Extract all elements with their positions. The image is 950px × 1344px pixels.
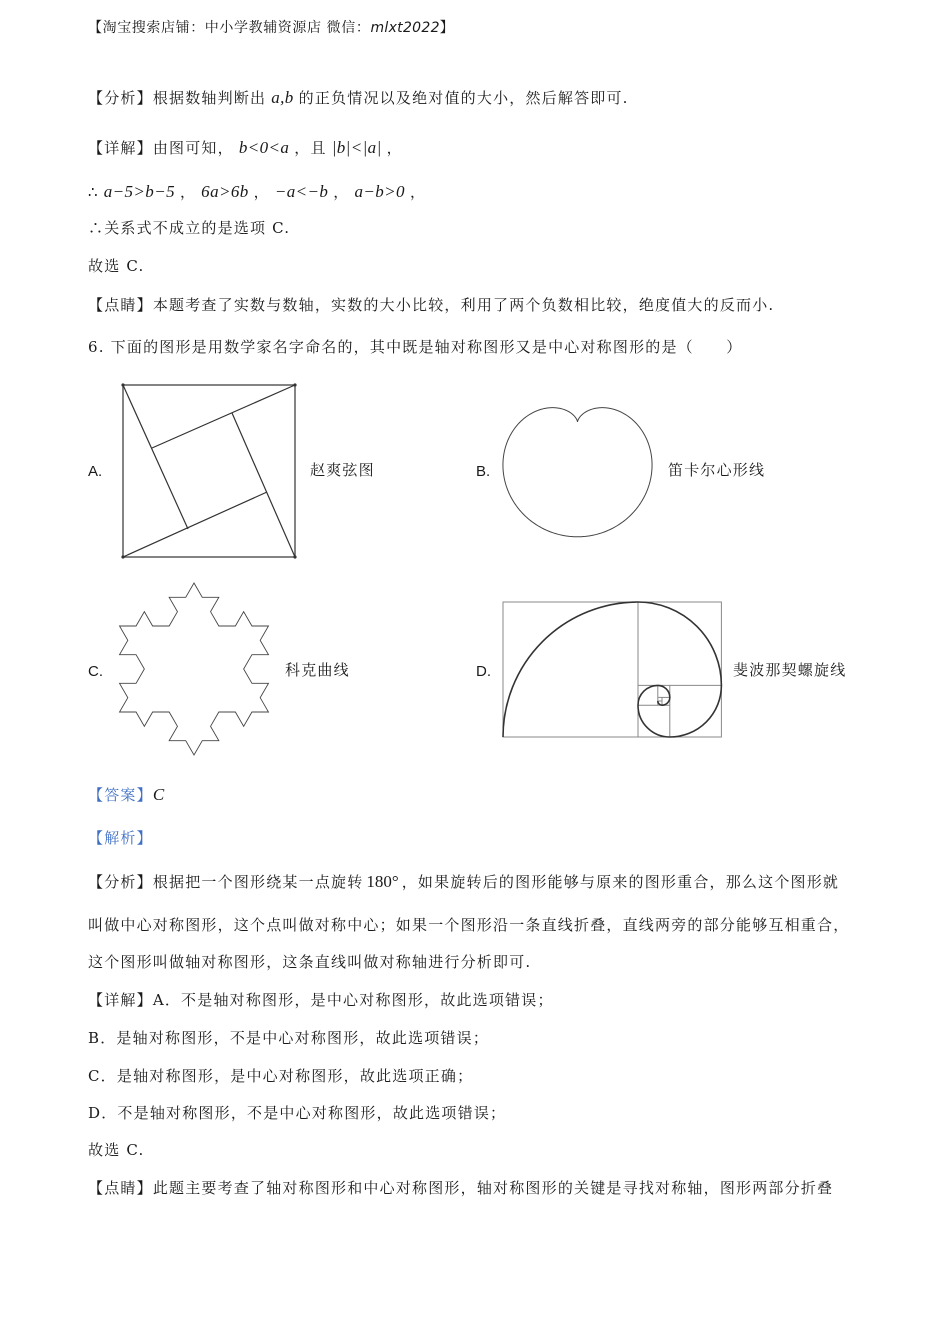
outer-square (123, 385, 295, 557)
answer-tag: 【答案】 (88, 786, 153, 804)
answer-value: C (152, 785, 166, 804)
sep-3: ， (333, 183, 350, 201)
q6-comment-tag: 【点睛】 (88, 1179, 153, 1197)
q5-detail (88, 138, 403, 158)
q6-detail-tag: 【详解】 (88, 991, 153, 1009)
q6-analysis-line-3: 这个图形叫做轴对称图形，这条直线叫做对称轴进行分析即可. (88, 953, 532, 971)
golden-spiral (503, 602, 721, 737)
q5-detail-math-2: |b|<|a| (331, 138, 382, 157)
q6-analysis-line-2: 叫做中心对称图形，这个点叫做对称中心；如果一个图形沿一条直线折叠，直线两旁的部分能够互相重合， (88, 916, 850, 934)
q6-detail-line-c: C．是轴对称图形，是中心对称图形，故此选项正确； (88, 1067, 474, 1085)
option-a-caption: 赵爽弦图 (310, 461, 375, 479)
option-d-letter: D. (476, 663, 491, 680)
q6-stem: 6. 下面的图形是用数学家名字命名的，其中既是轴对称图形又是中心对称图形的是（ ） (88, 338, 743, 356)
sep-4: ， (409, 183, 427, 201)
q5-comment-tag: 【点睛】 (88, 296, 153, 314)
header-text: 【淘宝搜索店铺：中小学教辅资源店 微信： (88, 20, 371, 36)
q5-detail-tag: 【详解】 (88, 139, 153, 157)
outer-rectangle (503, 602, 721, 737)
cardioid-figure (498, 403, 658, 543)
q6-detail-line-b: B．是轴对称图形，不是中心对称图形，故此选项错误； (88, 1029, 490, 1047)
option-c-letter: C. (88, 663, 103, 680)
ineq-1: a−5>b−5 (103, 182, 175, 201)
q6-choose: 故选 C. (88, 1141, 145, 1159)
corner-dot (121, 555, 124, 558)
koch-curve (120, 583, 269, 755)
q5-conclusion: ∴关系式不成立的是选项 C. (88, 219, 291, 237)
q6-comment-text: 此题主要考查了轴对称图形和中心对称图形，轴对称图形的关键是寻找对称轴，图形两部分折叠 (152, 1179, 834, 1197)
q5-choose: 故选 C. (88, 257, 145, 275)
option-b-letter: B. (476, 463, 491, 480)
q5-therefore (88, 182, 426, 202)
therefore-symbol: ∴ (88, 183, 99, 201)
q6-analysis-line-1 (88, 872, 839, 892)
q6-detail-line-a (88, 990, 554, 1010)
q5-detail-pre: 由图可知， (152, 139, 234, 157)
q5-comment-text: 本题考查了实数与数轴，实数的大小比较，利用了两个负数相比较，绝度值大的反而小. (152, 296, 775, 314)
q5-analysis-post: 的正负情况以及绝对值的大小，然后解答即可. (298, 89, 629, 107)
option-b-caption: 笛卡尔心形线 (668, 461, 766, 479)
page-header (88, 18, 454, 38)
fibonacci-spiral-figure (500, 599, 726, 741)
q6-analysis-post: ，如果旋转后的图形能够与原来的图形重合，那么这个图形就 (401, 873, 840, 891)
pinwheel-line-4 (123, 492, 267, 557)
sep-1: ， (179, 183, 197, 201)
koch-snowflake-figure (106, 578, 282, 760)
q5-analysis-pre: 根据数轴判断出 (152, 89, 267, 107)
ineq-3: −a<−b (274, 182, 329, 201)
corner-dot (121, 383, 124, 386)
q6-analysis-tag: 【分析】 (88, 873, 153, 891)
corner-dot (293, 555, 296, 558)
corner-dot (293, 383, 296, 386)
option-a-letter: A. (88, 463, 103, 480)
q5-analysis-math: a,b (271, 88, 294, 107)
q6-analysis-pre: 根据把一个图形绕某一点旋转 (152, 873, 364, 891)
pinwheel-line-2 (152, 385, 295, 448)
q5-analysis (88, 88, 629, 108)
option-c-caption: 科克曲线 (285, 661, 350, 679)
sep-2: ， (253, 183, 270, 201)
q6-comment (88, 1178, 833, 1198)
header-wechat-handle: mlxt2022 (370, 20, 440, 36)
ineq-4: a−b>0 (354, 182, 405, 201)
pinwheel-line-1 (123, 385, 188, 529)
q5-detail-mid: ，且 (294, 139, 327, 157)
cardioid-curve (503, 408, 652, 537)
q6-detail-line-d: D．不是轴对称图形，不是中心对称图形，故此选项错误； (88, 1104, 507, 1122)
header-close: 】 (439, 20, 455, 36)
q6-detail-text-a: A．不是轴对称图形，是中心对称图形，故此选项错误； (152, 991, 554, 1009)
solution-tag: 【解析】 (88, 829, 153, 847)
q5-analysis-tag: 【分析】 (88, 89, 153, 107)
option-d-caption: 斐波那契螺旋线 (733, 661, 847, 679)
q6-answer (88, 785, 165, 805)
q5-comment (88, 295, 774, 315)
pinwheel-line-3 (232, 413, 295, 557)
q5-detail-post: ， (386, 139, 403, 157)
q5-detail-math-1: b<0<a (238, 138, 290, 157)
ineq-2: 6a>6b (201, 182, 249, 201)
zhao-shuang-figure (120, 382, 300, 562)
rotation-angle: 180° (366, 872, 399, 891)
